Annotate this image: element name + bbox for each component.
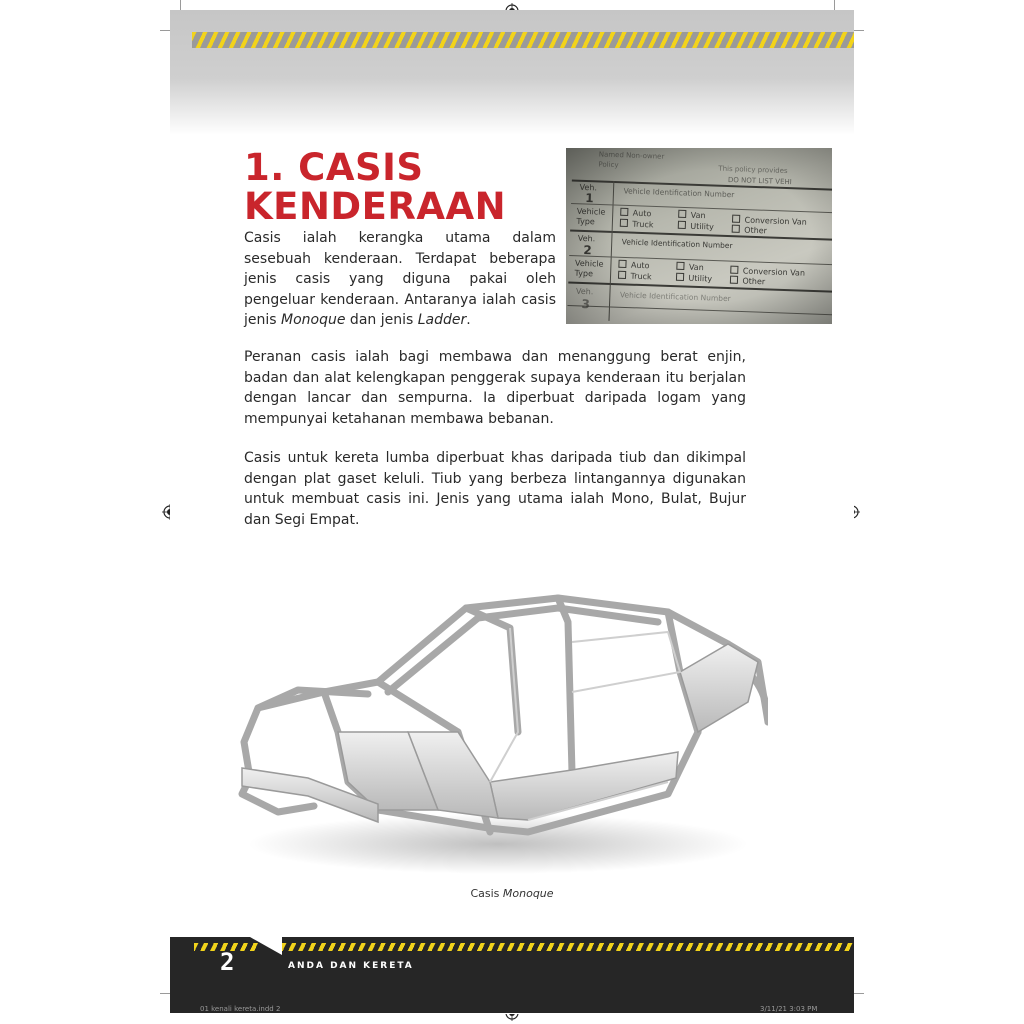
- print-slug-left: 01 kenali kereta.indd 2: [200, 1005, 281, 1013]
- paragraph-racing: Casis untuk kereta lumba diperbuat khas daripada tiub dan dikimpal dengan plat gaset keluli. Tiub yang berbeza lintangannya digunakan untuk membuat casis ini. Jenis yang utama ialah Mono, Bulat, Bujur dan Segi Empat.: [244, 450, 746, 528]
- paragraph-intro: [244, 228, 556, 331]
- figure-caption: [170, 887, 854, 900]
- hazard-stripe-top: [192, 32, 854, 48]
- monocoque-chassis-illustration: [228, 582, 768, 882]
- term-ladder: Ladder: [417, 312, 467, 328]
- caption-text: Casis: [470, 887, 503, 900]
- vehicle-form-photo: [566, 148, 832, 324]
- paragraph-intro-text: Casis ialah kerangka utama dalam sesebuah kenderaan. Terdapat beberapa jenis casis yang diguna pakai oleh pengeluar kenderaan. Antaranya ialah casis jenis: [244, 230, 556, 328]
- paragraph-intro-text: .: [466, 312, 471, 328]
- print-slug-right: 3/11/21 3:03 PM: [760, 1005, 818, 1013]
- paragraph-role: Peranan casis ialah bagi membawa dan menanggung berat enjin, badan dan alat kelengkapan penggerak supaya kenderaan itu berjalan dengan lancar dan sempurna. Ia diperbuat daripada logam yang mempunyai ketahanan membawa bebanan.: [244, 349, 746, 427]
- caption-term: Monoque: [502, 887, 554, 900]
- page-title: [244, 148, 506, 226]
- header-band: [170, 10, 854, 135]
- title-line-1: 1. CASIS: [244, 146, 424, 189]
- term-monoque: Monoque: [281, 312, 346, 328]
- hazard-stripe-bottom: [282, 943, 854, 951]
- title-line-2: KENDERAAN: [244, 185, 507, 228]
- page-number: 2: [220, 948, 235, 976]
- running-title: ANDA DAN KERETA: [288, 961, 414, 971]
- page-sheet: [170, 10, 854, 1014]
- paragraph-intro-text: dan jenis: [345, 312, 418, 328]
